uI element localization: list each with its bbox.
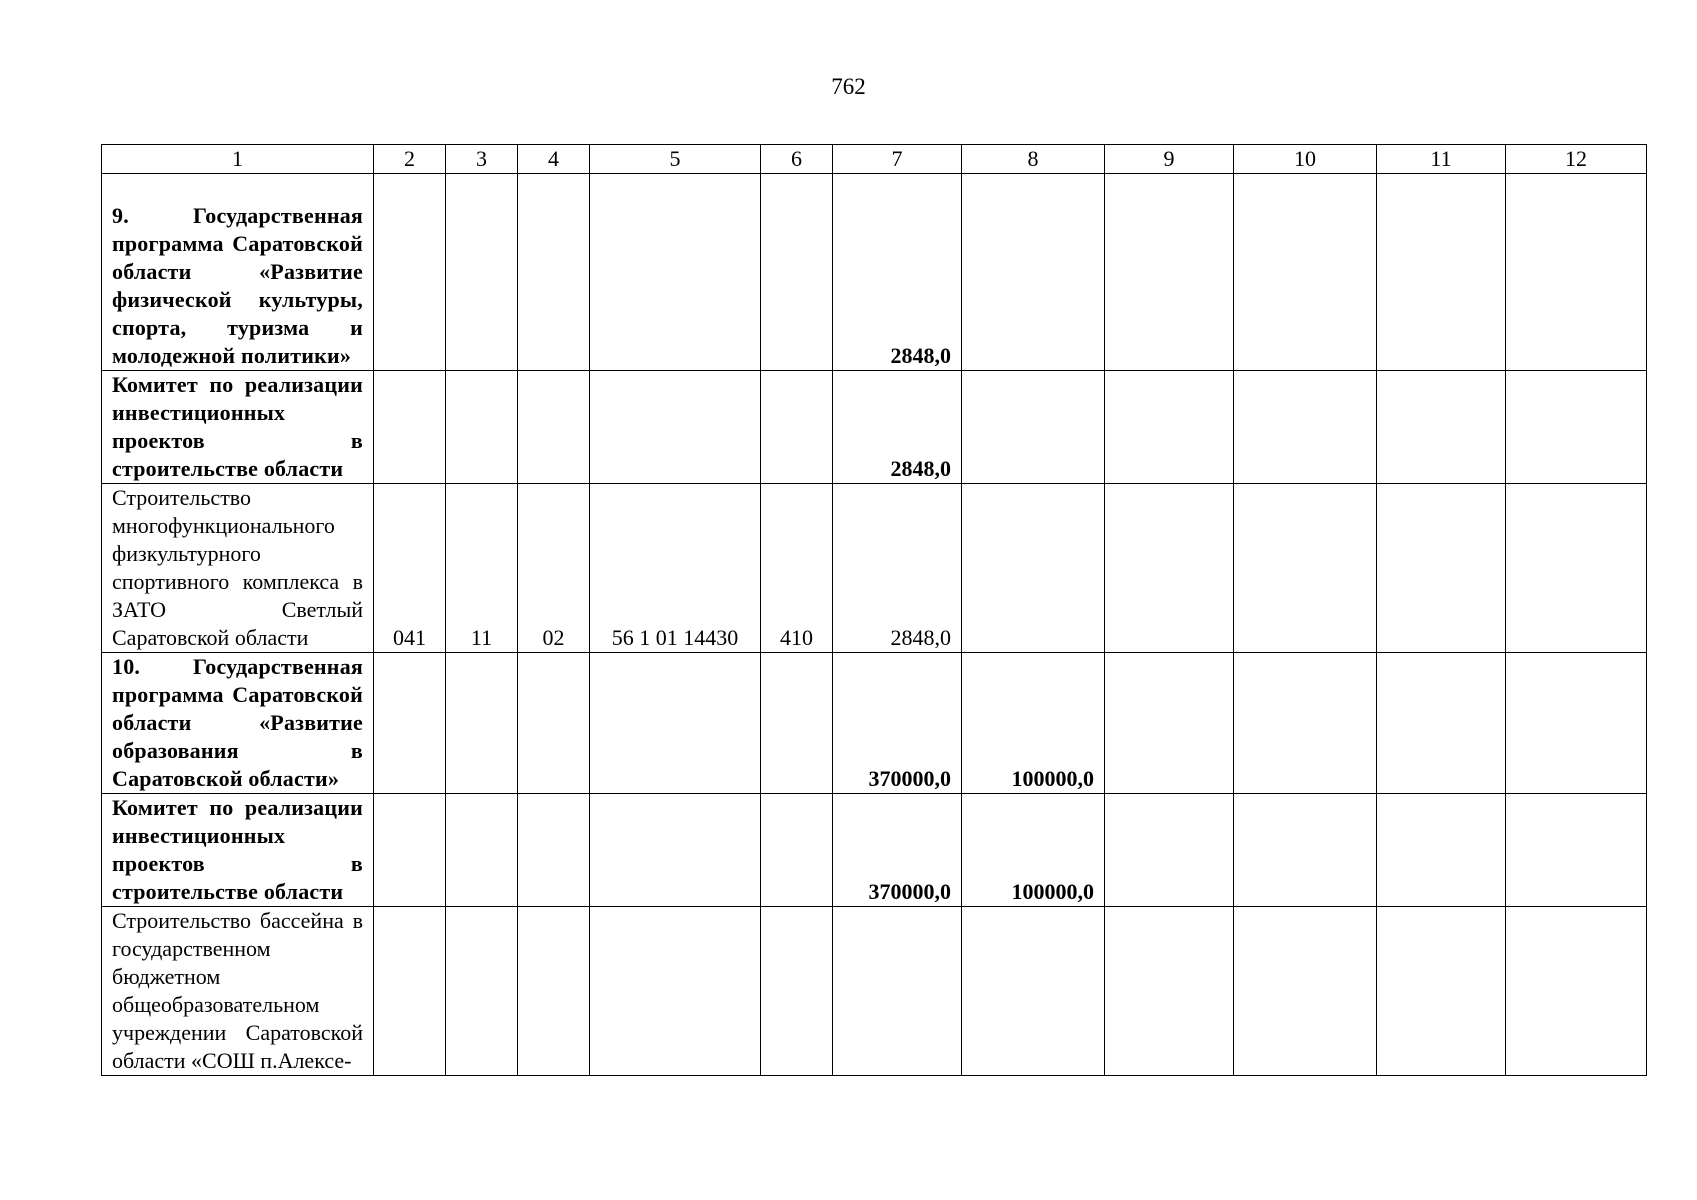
cell-target-article [590, 907, 761, 1076]
cell-target-article [590, 794, 761, 907]
cell-amount-8 [962, 371, 1105, 484]
cell-amount-11 [1377, 484, 1506, 653]
row-description: 9. Государственная программа Саратовской области «Развитие физической культуры, спорта, туризма и молодежной политики» [102, 174, 374, 371]
budget-table [101, 144, 1647, 1076]
cell-amount-11 [1377, 174, 1506, 371]
cell-amount-9 [1105, 794, 1234, 907]
cell-amount-7: 370000,0 [833, 794, 962, 907]
table-row [102, 794, 1647, 907]
column-header: 1 [102, 145, 374, 174]
cell-subsection [518, 653, 590, 794]
cell-amount-10 [1234, 653, 1377, 794]
cell-expense-type: 410 [761, 484, 833, 653]
table-row [102, 371, 1647, 484]
cell-subsection [518, 371, 590, 484]
cell-amount-8 [962, 484, 1105, 653]
table-row [102, 174, 1647, 371]
row-description: Строительство бассейна в государственном бюджетном общеобразовательном учреждении Саратовской области «СОШ п.Алексе- [102, 907, 374, 1076]
cell-ministry [374, 794, 446, 907]
cell-amount-11 [1377, 907, 1506, 1076]
cell-target-article [590, 371, 761, 484]
column-header: 4 [518, 145, 590, 174]
cell-amount-11 [1377, 794, 1506, 907]
cell-ministry: 041 [374, 484, 446, 653]
cell-expense-type [761, 653, 833, 794]
row-description: Комитет по реализации инвестиционных проектов в строительстве области [102, 371, 374, 484]
cell-subsection [518, 794, 590, 907]
column-header: 7 [833, 145, 962, 174]
cell-amount-7: 370000,0 [833, 653, 962, 794]
cell-ministry [374, 371, 446, 484]
cell-section [446, 653, 518, 794]
cell-amount-8 [962, 174, 1105, 371]
cell-amount-10 [1234, 907, 1377, 1076]
cell-expense-type [761, 907, 833, 1076]
cell-amount-9 [1105, 653, 1234, 794]
cell-amount-9 [1105, 174, 1234, 371]
cell-ministry [374, 174, 446, 371]
cell-section [446, 907, 518, 1076]
cell-section [446, 794, 518, 907]
cell-amount-8: 100000,0 [962, 794, 1105, 907]
cell-subsection: 02 [518, 484, 590, 653]
cell-amount-10 [1234, 371, 1377, 484]
cell-section: 11 [446, 484, 518, 653]
column-header: 10 [1234, 145, 1377, 174]
cell-amount-12 [1506, 794, 1647, 907]
cell-ministry [374, 907, 446, 1076]
cell-amount-10 [1234, 794, 1377, 907]
column-header: 11 [1377, 145, 1506, 174]
cell-section [446, 174, 518, 371]
cell-amount-8: 100000,0 [962, 653, 1105, 794]
cell-amount-10 [1234, 484, 1377, 653]
cell-subsection [518, 174, 590, 371]
cell-expense-type [761, 371, 833, 484]
cell-amount-12 [1506, 484, 1647, 653]
cell-subsection [518, 907, 590, 1076]
cell-expense-type [761, 174, 833, 371]
cell-target-article: 56 1 01 14430 [590, 484, 761, 653]
column-header: 8 [962, 145, 1105, 174]
row-description: 10. Государственная программа Саратовской области «Развитие образования в Саратовской области» [102, 653, 374, 794]
cell-amount-7: 2848,0 [833, 484, 962, 653]
cell-ministry [374, 653, 446, 794]
table-row [102, 907, 1647, 1076]
cell-amount-7: 2848,0 [833, 174, 962, 371]
cell-amount-12 [1506, 907, 1647, 1076]
cell-target-article [590, 653, 761, 794]
column-number-row [102, 145, 1647, 174]
column-header: 9 [1105, 145, 1234, 174]
cell-target-article [590, 174, 761, 371]
table-row [102, 484, 1647, 653]
cell-amount-9 [1105, 907, 1234, 1076]
column-header: 2 [374, 145, 446, 174]
cell-amount-9 [1105, 371, 1234, 484]
cell-amount-12 [1506, 371, 1647, 484]
cell-amount-8 [962, 907, 1105, 1076]
column-header: 12 [1506, 145, 1647, 174]
column-header: 6 [761, 145, 833, 174]
page-number: 762 [831, 74, 866, 99]
cell-amount-10 [1234, 174, 1377, 371]
row-description: Комитет по реализации инвестиционных проектов в строительстве области [102, 794, 374, 907]
cell-amount-7: 2848,0 [833, 371, 962, 484]
cell-amount-7 [833, 907, 962, 1076]
table-row [102, 653, 1647, 794]
cell-amount-12 [1506, 653, 1647, 794]
column-header: 5 [590, 145, 761, 174]
cell-amount-11 [1377, 371, 1506, 484]
cell-amount-9 [1105, 484, 1234, 653]
column-header: 3 [446, 145, 518, 174]
cell-expense-type [761, 794, 833, 907]
row-description: Строительство многофункционального физкультурного спортивного комплекса в ЗАТО Светлый Саратовской области [102, 484, 374, 653]
cell-amount-12 [1506, 174, 1647, 371]
cell-amount-11 [1377, 653, 1506, 794]
cell-section [446, 371, 518, 484]
